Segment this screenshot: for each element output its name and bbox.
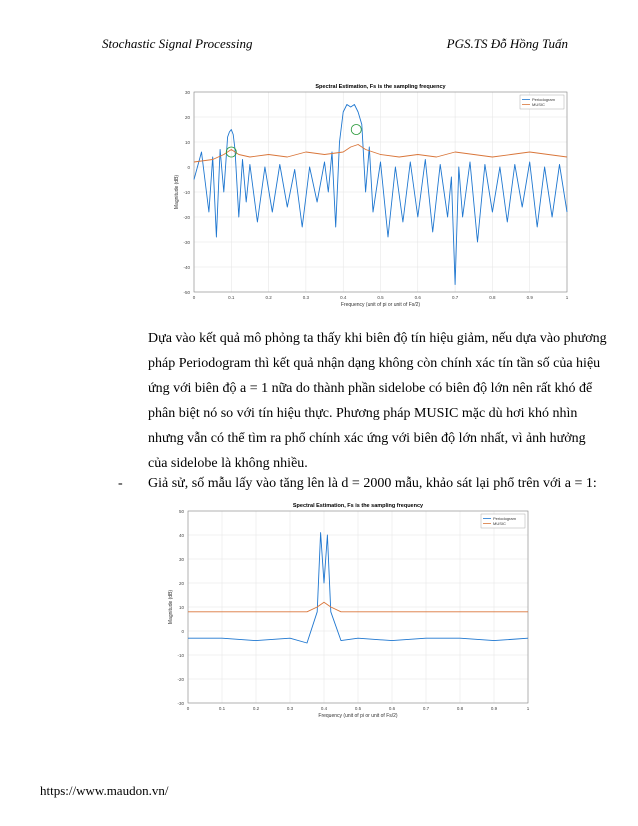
x-tick-label: 0.3 <box>286 706 294 711</box>
y-tick-label: -20 <box>177 676 184 682</box>
paragraph-line: Dựa vào kết quả mô phỏng ta thấy khi biên độ tín hiệu giảm, nếu dựa vào phương <box>148 331 607 346</box>
y-tick-label: 20 <box>178 580 184 586</box>
bullet-marker: - <box>118 476 123 491</box>
paragraph-line: ứng với biên độ a = 1 nữa do thành phần sidelobe có biên độ lớn nên rất khó để <box>148 381 593 396</box>
x-tick-label: 0.7 <box>451 295 459 300</box>
x-tick-label: 0.5 <box>354 706 362 711</box>
legend-label: MUSIC <box>532 102 545 107</box>
x-tick-label: 1 <box>565 295 569 300</box>
y-tick-label: -10 <box>183 189 190 195</box>
y-tick-label: 0 <box>181 628 184 634</box>
body-paragraph <box>148 326 607 476</box>
y-tick-label: 0 <box>187 164 190 170</box>
paragraph-line: pháp Periodogram thì kết quả nhận dạng không còn chính xác tín tần số của hiệu <box>148 356 601 371</box>
x-tick-label: 1 <box>526 706 530 711</box>
chart-1-figure <box>150 78 575 316</box>
x-tick-label: 0.3 <box>302 295 310 300</box>
bullet-text: Giả sử, số mẫu lấy vào tăng lên là d = 2000 mẫu, khảo sát lại phổ trên với a = 1: <box>148 476 597 491</box>
y-tick-label: 40 <box>178 532 184 538</box>
x-tick-label: 0.8 <box>489 295 496 300</box>
x-tick-label: 0.4 <box>340 295 347 300</box>
y-tick-label: 30 <box>178 556 184 562</box>
x-tick-label: 0.9 <box>490 706 498 711</box>
x-tick-label: 0.1 <box>218 706 226 711</box>
chart-2-figure <box>148 497 538 725</box>
annotation-circle <box>351 125 361 135</box>
y-tick-label: -50 <box>183 289 190 295</box>
y-tick-label: 50 <box>178 508 184 514</box>
y-tick-label: -20 <box>183 214 190 220</box>
x-tick-label: 0 <box>192 295 196 300</box>
chart-2 <box>148 497 538 725</box>
x-axis-label: Frequency (unit of pi or unit of Fs/2) <box>318 713 398 719</box>
legend-label: Periodogram <box>532 97 555 102</box>
x-tick-label: 0.9 <box>526 295 533 300</box>
x-tick-label: 0 <box>186 706 190 711</box>
header-right-author: PGS.TS Đỗ Hồng Tuấn <box>446 36 568 51</box>
paragraph-line: của sidelobe là không nhiều. <box>148 456 308 471</box>
y-tick-label: -40 <box>183 264 190 270</box>
y-tick-label: 10 <box>184 139 190 145</box>
chart-title: Spectral Estimation, Fs is the sampling frequency <box>292 503 424 509</box>
y-tick-label: -30 <box>183 239 190 245</box>
x-tick-label: 0.2 <box>252 706 260 711</box>
chart-title: Spectral Estimation, Fs is the sampling frequency <box>315 84 446 90</box>
y-axis-label: Magnitude (dB) <box>174 174 180 210</box>
y-tick-label: 10 <box>178 604 184 610</box>
x-tick-label: 0.6 <box>414 295 421 300</box>
x-tick-label: 0.8 <box>456 706 464 711</box>
footer-url: https://www.maudon.vn/ <box>40 783 169 798</box>
legend-label: MUSIC <box>493 521 506 526</box>
paragraph-line: phân biệt nó so với tín hiệu thực. Phương pháp MUSIC mặc dù hơi khó nhìn <box>148 406 578 421</box>
header-left-title: Stochastic Signal Processing <box>102 36 253 51</box>
y-tick-label: 30 <box>184 89 190 95</box>
paragraph-line: nhưng vẫn có thể tìm ra phổ chính xác ứng với biên độ lớn nhất, vì ảnh hưởng <box>148 431 586 446</box>
x-axis-label: Frequency (unit of pi or unit of Fs/2) <box>340 302 421 308</box>
chart-1 <box>150 78 575 316</box>
x-tick-label: 0.6 <box>388 706 396 711</box>
x-tick-label: 0.7 <box>422 706 430 711</box>
x-tick-label: 0.2 <box>265 295 272 300</box>
x-tick-label: 0.4 <box>320 706 328 711</box>
y-tick-label: -30 <box>177 700 184 706</box>
y-tick-label: -10 <box>177 652 184 658</box>
y-axis-label: Magnitude (dB) <box>168 589 174 625</box>
x-tick-label: 0.1 <box>228 295 235 300</box>
x-tick-label: 0.5 <box>377 295 384 300</box>
legend-label: Periodogram <box>493 516 516 521</box>
y-tick-label: 20 <box>184 114 190 120</box>
